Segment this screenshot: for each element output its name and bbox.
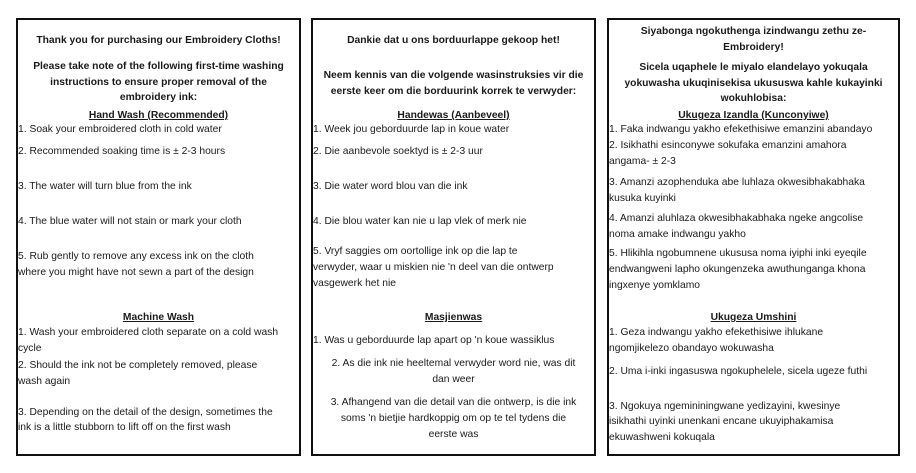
machine-wash-title: Masjienwas	[424, 312, 483, 323]
intro-line: eerste keer om die borduurink korrek te verwyder:	[330, 86, 577, 97]
hand-wash-title: Handewas (Aanbeveel)	[397, 110, 510, 121]
hand-step: where you might have not sewn a part of the design	[18, 267, 254, 278]
intro-line: Please take note of the following first-time washing	[33, 61, 284, 72]
machine-step: 2. Uma i-inki ingasuswa ngokuphelele, sicela ugeze futhi	[609, 366, 868, 377]
thanks-heading: Dankie dat u ons borduurlappe gekoop het!	[347, 35, 560, 46]
hand-step: 4. The blue water will not stain or mark your cloth	[18, 216, 242, 227]
hand-step: angama- ± 2-3	[609, 156, 676, 167]
machine-step: isikhathi uyinki unenkani encane ukuyiphakamisa	[609, 416, 834, 427]
hand-step: ingxenye yomklamo	[609, 280, 700, 291]
hand-step: 1. Soak your embroidered cloth in cold water	[18, 124, 222, 135]
hand-step: 5. Hlikihla ngobumnene ukususa noma iyiphi inki eyeqile	[609, 248, 867, 259]
intro-line: Sicela uqaphele le miyalo elandelayo yokuqala	[639, 62, 868, 73]
hand-step: 3. Die water word blou van die ink	[313, 181, 468, 192]
hand-wash-title: Hand Wash (Recommended)	[88, 110, 229, 121]
machine-step: ekuwashweni kokuqala	[609, 432, 715, 443]
machine-step: ngomjikelezo obandayo wokuwasha	[609, 343, 774, 354]
intro-line: instructions to ensure proper removal of the	[50, 77, 267, 88]
hand-step: vasgewerk het nie	[313, 278, 396, 289]
hand-step: 2. Recommended soaking time is ± 2-3 hours	[18, 146, 226, 157]
hand-step: endwangweni lapho okungenzeka awuthunganga khona	[609, 264, 866, 275]
hand-step: 2. Isikhathi esinconywe sokufaka emanzini amahora	[609, 140, 847, 151]
afrikaans-panel	[311, 18, 596, 456]
machine-step: 1. Geza indwangu yakho efekethisiwe ihlukane	[609, 327, 824, 338]
machine-step: 1. Was u geborduurde lap apart op 'n koue wassiklus	[313, 335, 555, 346]
hand-step: 4. Die blou water kan nie u lap vlek of merk nie	[313, 216, 527, 227]
intro-line: embroidery ink:	[119, 92, 198, 103]
hand-step: 5. Vryf saggies om oortollige ink op die lap te	[313, 246, 518, 257]
hand-step: 2. Die aanbevole soektyd is ± 2-3 uur	[313, 146, 483, 157]
hand-step: verwyder, waar u miskien nie 'n deel van die ontwerp	[313, 262, 554, 273]
hand-step: 3. Amanzi azophenduka abe luhlaza okwesibhakabhaka	[609, 177, 865, 188]
intro-line: wokuhlobisa:	[720, 93, 787, 104]
machine-step: dan weer	[432, 374, 475, 385]
machine-wash-title: Machine Wash	[122, 312, 195, 323]
machine-step: soms 'n bietjie hardkoppig om op te tel tydens die	[340, 413, 567, 424]
machine-step: 3. Depending on the detail of the design, sometimes the	[18, 407, 273, 418]
machine-step: wash again	[18, 376, 71, 387]
machine-step: 2. Should the ink not be completely removed, please	[18, 360, 258, 371]
thanks-heading: Embroidery!	[723, 42, 784, 53]
hand-step: 1. Week jou geborduurde lap in koue water	[313, 124, 510, 135]
hand-step: 5. Rub gently to remove any excess ink on the cloth	[18, 251, 254, 262]
intro-line: yokuwasha ukuqinisekisa ukususwa kahle kukayinki	[624, 78, 883, 89]
hand-step: noma amake indwangu yakho	[609, 229, 746, 240]
machine-step: 3. Ngokuya ngemininingwane yedizayini, kwesinye	[609, 401, 841, 412]
machine-step: 3. Afhangend van die detail van die ontwerp, is die ink	[330, 397, 577, 408]
machine-step: eerste was	[428, 429, 479, 440]
hand-step: kusuka kuyinki	[609, 193, 676, 204]
hand-step: 4. Amanzi aluhlaza okwesibhakabhaka ngeke angcolise	[609, 213, 864, 224]
machine-wash-title: Ukugeza Umshini	[710, 312, 797, 323]
hand-step: 3. The water will turn blue from the ink	[18, 181, 192, 192]
machine-step: 2. As die ink nie heeltemal verwyder word nie, was dit	[331, 358, 576, 369]
zulu-panel	[607, 18, 900, 456]
thanks-heading: Siyabonga ngokuthenga izindwangu zethu ze-	[640, 26, 867, 37]
intro-line: Neem kennis van die volgende wasinstruksies vir die	[323, 70, 584, 81]
machine-step: cycle	[18, 343, 42, 354]
hand-wash-title: Ukugeza Izandla (Kunconyiwe)	[678, 110, 829, 121]
thanks-heading: Thank you for purchasing our Embroidery Cloths!	[36, 35, 281, 46]
machine-step: 1. Wash your embroidered cloth separate on a cold wash	[18, 327, 279, 338]
hand-step: 1. Faka indwangu yakho efekethisiwe emanzini abandayo	[609, 124, 873, 135]
english-panel	[16, 18, 301, 456]
machine-step: ink is a little stubborn to lift off on the first wash	[18, 422, 231, 433]
